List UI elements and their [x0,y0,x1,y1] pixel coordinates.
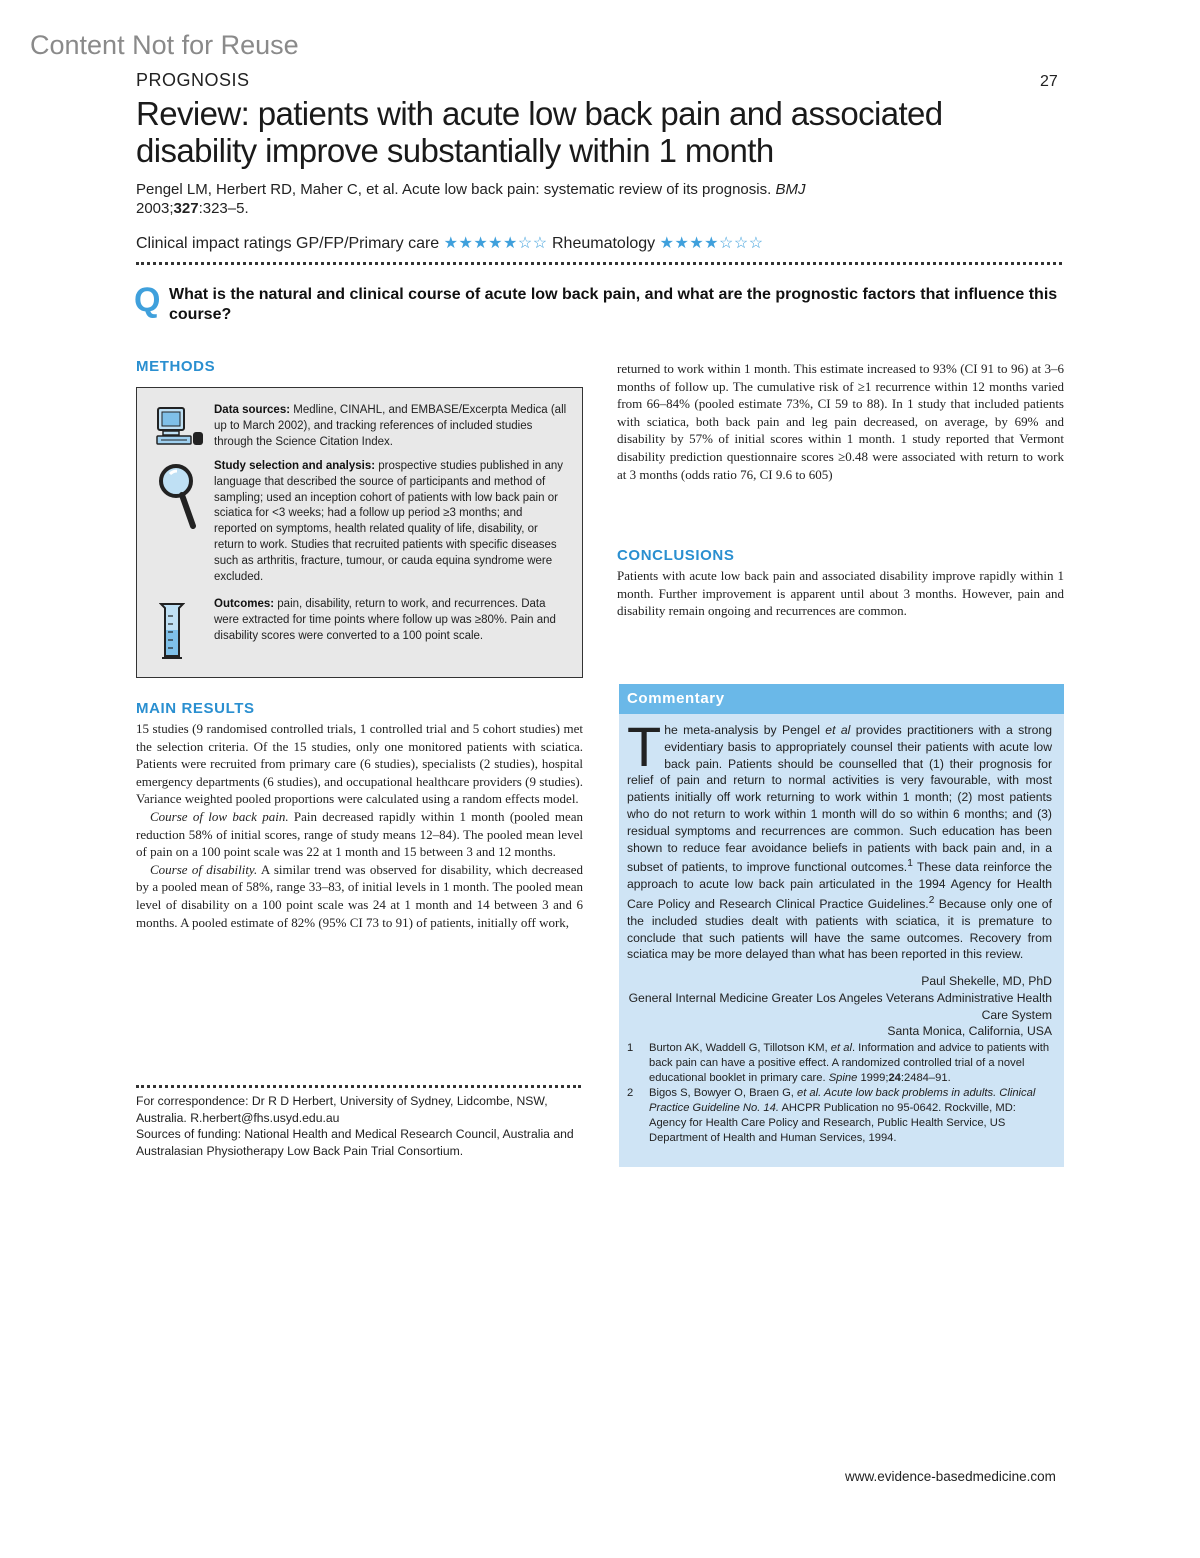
watermark: Content Not for Reuse [30,30,299,60]
question-letter: Q [134,281,161,319]
funding: Sources of funding: National Health and Medical Research Council, Australia and Australasian Physiotherapy Low Back Pain Trial Consortium. [136,1127,574,1158]
clinical-question: What is the natural and clinical course of acute low back pain, and what are the prognostic factors that influence this course? [169,286,1058,323]
section-label: PROGNOSIS [136,70,250,90]
study-selection-text: Study selection and analysis: prospective studies published in any language that described the source of participants and method of sampling; used an inception cohort of patients with low back pain or sciatica for <3 weeks; had a follow up period ≥3 months; and reported on symptoms, health related quality of life, disability, or return to work. Studies that recruited patients with specific diseases such as arthritis, fracture, tumour, or cauda equina syndrome were excluded. [214,460,564,583]
rheumatology-stars: ★★★★☆☆☆ [659,235,764,252]
main-results-paragraph-1: 15 studies (9 randomised controlled trials, 1 controlled trial and 5 cohort studies) met the selection criteria. Of the 15 studies, only one monitored patients with sciatica. Patients were recruited from primary care (6 studies), specialists (2 studies), hospital emergency departments (6 studies), and occupational healthcare providers (9 studies). Variance weighted pooled proportions were calculated using a random effects model. [136,721,583,807]
main-results-paragraph-3: Course of disability. A similar trend was observed for disability, which decreased by a pooled mean of 58%, range 33–83, of initial levels in 1 month. The pooled mean level of disability on a 100 point scale was 24 at 1 month and 14 between 3 and 6 months. A pooled estimate of 82% (95% CI 73 to 91) of patients, initially off work, [136,861,583,930]
magnifier-icon [157,462,201,530]
drop-cap: T [627,715,662,778]
reference-list [627,1041,1052,1146]
commentary-box [619,684,1064,1167]
page-number: 27 [1040,73,1058,90]
commentary-heading: Commentary [619,684,1064,714]
main-results-paragraph-2: Course of low back pain. Pain decreased rapidly within 1 month (pooled mean reduction 58% of initial scores, range of study means 12–84). The pooled mean level of pain on a 100 point scale was 22 at 1 month and 15 between 3 and 12 months. [136,808,583,860]
clinical-impact-ratings [136,233,764,253]
article-title: Review: patients with acute low back pain and associated disability improve substantially within 1 month [136,95,943,169]
commentary-signature [627,973,1052,1040]
commentary-affiliation: General Internal Medicine Greater Los Angeles Veterans Administrative Health Care System [628,990,1052,1022]
ratings-label: Clinical impact ratings GP/FP/Primary care [136,235,440,252]
data-sources-text: Data sources: Medline, CINAHL, and EMBASE/Excerpta Medica (all up to March 2002), and tracking references of included studies through the Science Citation Index. [214,404,567,448]
methods-heading: METHODS [136,358,216,375]
conclusions-text: Patients with acute low back pain and associated disability improve rapidly within 1 month. Further improvement is apparent until about 3 months. However, pain and disability remain ongoing and recurrences are common. [617,568,1064,619]
commentary-body: The meta-analysis by Pengel et al provides practitioners with a strong evidentiary basis to appropriately counsel their patients with acute low back pain. Patients should be counselled that (1) their prognosis for relief of pain and return to normal activities is very favourable, with most patients initially off work returning to work within 1 month; (2) most patients who do not return to work within 1 month will do so within 6 months; and (3) residual symptoms and recurrences are common. Such education has been shown to reduce fear avoidance beliefs in patients with back pain and, in a subset of patients, to improve functional outcomes.$^1$ These data reinforce the approach to acute low back pain articulated in the 1994 Agency for Health Care Policy and Research Clinical Practice Guidelines.$^2$ Because only one of the included studies dealt with patients with sciatica, it is premature to conclude that such patients will have the same outcomes. Recovery from sciatica may be more delayed than what has been reported in this review. [627,715,1052,962]
outcomes-text: Outcomes: pain, disability, return to work, and recurrences. Data were extracted for time points where follow up was ≥80%. Pain and disability scores were converted to a 100 point scale. [214,598,556,642]
correspondence: For correspondence: Dr R D Herbert, University of Sydney, Lidcombe, NSW, Australia. R.herbert@fhs.usyd.edu.au [136,1094,548,1125]
primary-care-stars: ★★★★★☆☆ [443,235,548,252]
conclusions-heading: CONCLUSIONS [617,547,735,564]
main-results-body [136,720,583,931]
reference-2: 2 Bigos S, Bowyer O, Braen G, et al. Acute low back problems in adults. Clinical Practice Guideline No. 14. AHCPR Publication no 95-0642. Rockville, MD: Agency for Health Care Policy and Research, Public Health Service, US Department of Health and Human Services, 1994. [627,1087,1036,1144]
reference-1: 1 Burton AK, Waddell G, Tillotson KM, et al. Information and advice to patients with back pain can have a positive effect. A randomized controlled trial of a novel educational booklet in primary care. Spine 1999;24:2484–91. [627,1042,1050,1084]
main-results-continued: returned to work within 1 month. This estimate increased to 93% (CI 91 to 96) at 3–6 months of follow up. The cumulative risk of ≥1 recurrence within 12 months varied from 66–84% (pooled estimate 73%, CI 59 to 88). In 1 study that included patients with sciatica, both back pain and leg pain decreased, on average, by 69% and disability by 57% of initial scores within 1 month. 1 study reported that Vermont disability prediction questionnaire scores ≥0.48 were associated with return to work at 3 months (odds ratio 76, CI 9.6 to 605) [617,361,1064,482]
website-url: www.evidence-basedmedicine.com [845,1469,1056,1484]
commentary-location: Santa Monica, California, USA [887,1024,1052,1039]
computer-icon [155,406,205,446]
footer-notes [136,1093,583,1159]
commentary-author: Paul Shekelle, MD, PhD [921,974,1052,988]
footer-divider [136,1085,581,1088]
citation: Pengel LM, Herbert RD, Maher C, et al. Acute low back pain: systematic review of its prognosis. BMJ 2003;327:323–5. [136,181,806,217]
measuring-cylinder-icon [159,602,185,660]
main-results-heading: MAIN RESULTS [136,700,255,717]
methods-box [136,387,583,678]
header-divider [136,262,1062,265]
rheumatology-label: Rheumatology [552,235,656,252]
